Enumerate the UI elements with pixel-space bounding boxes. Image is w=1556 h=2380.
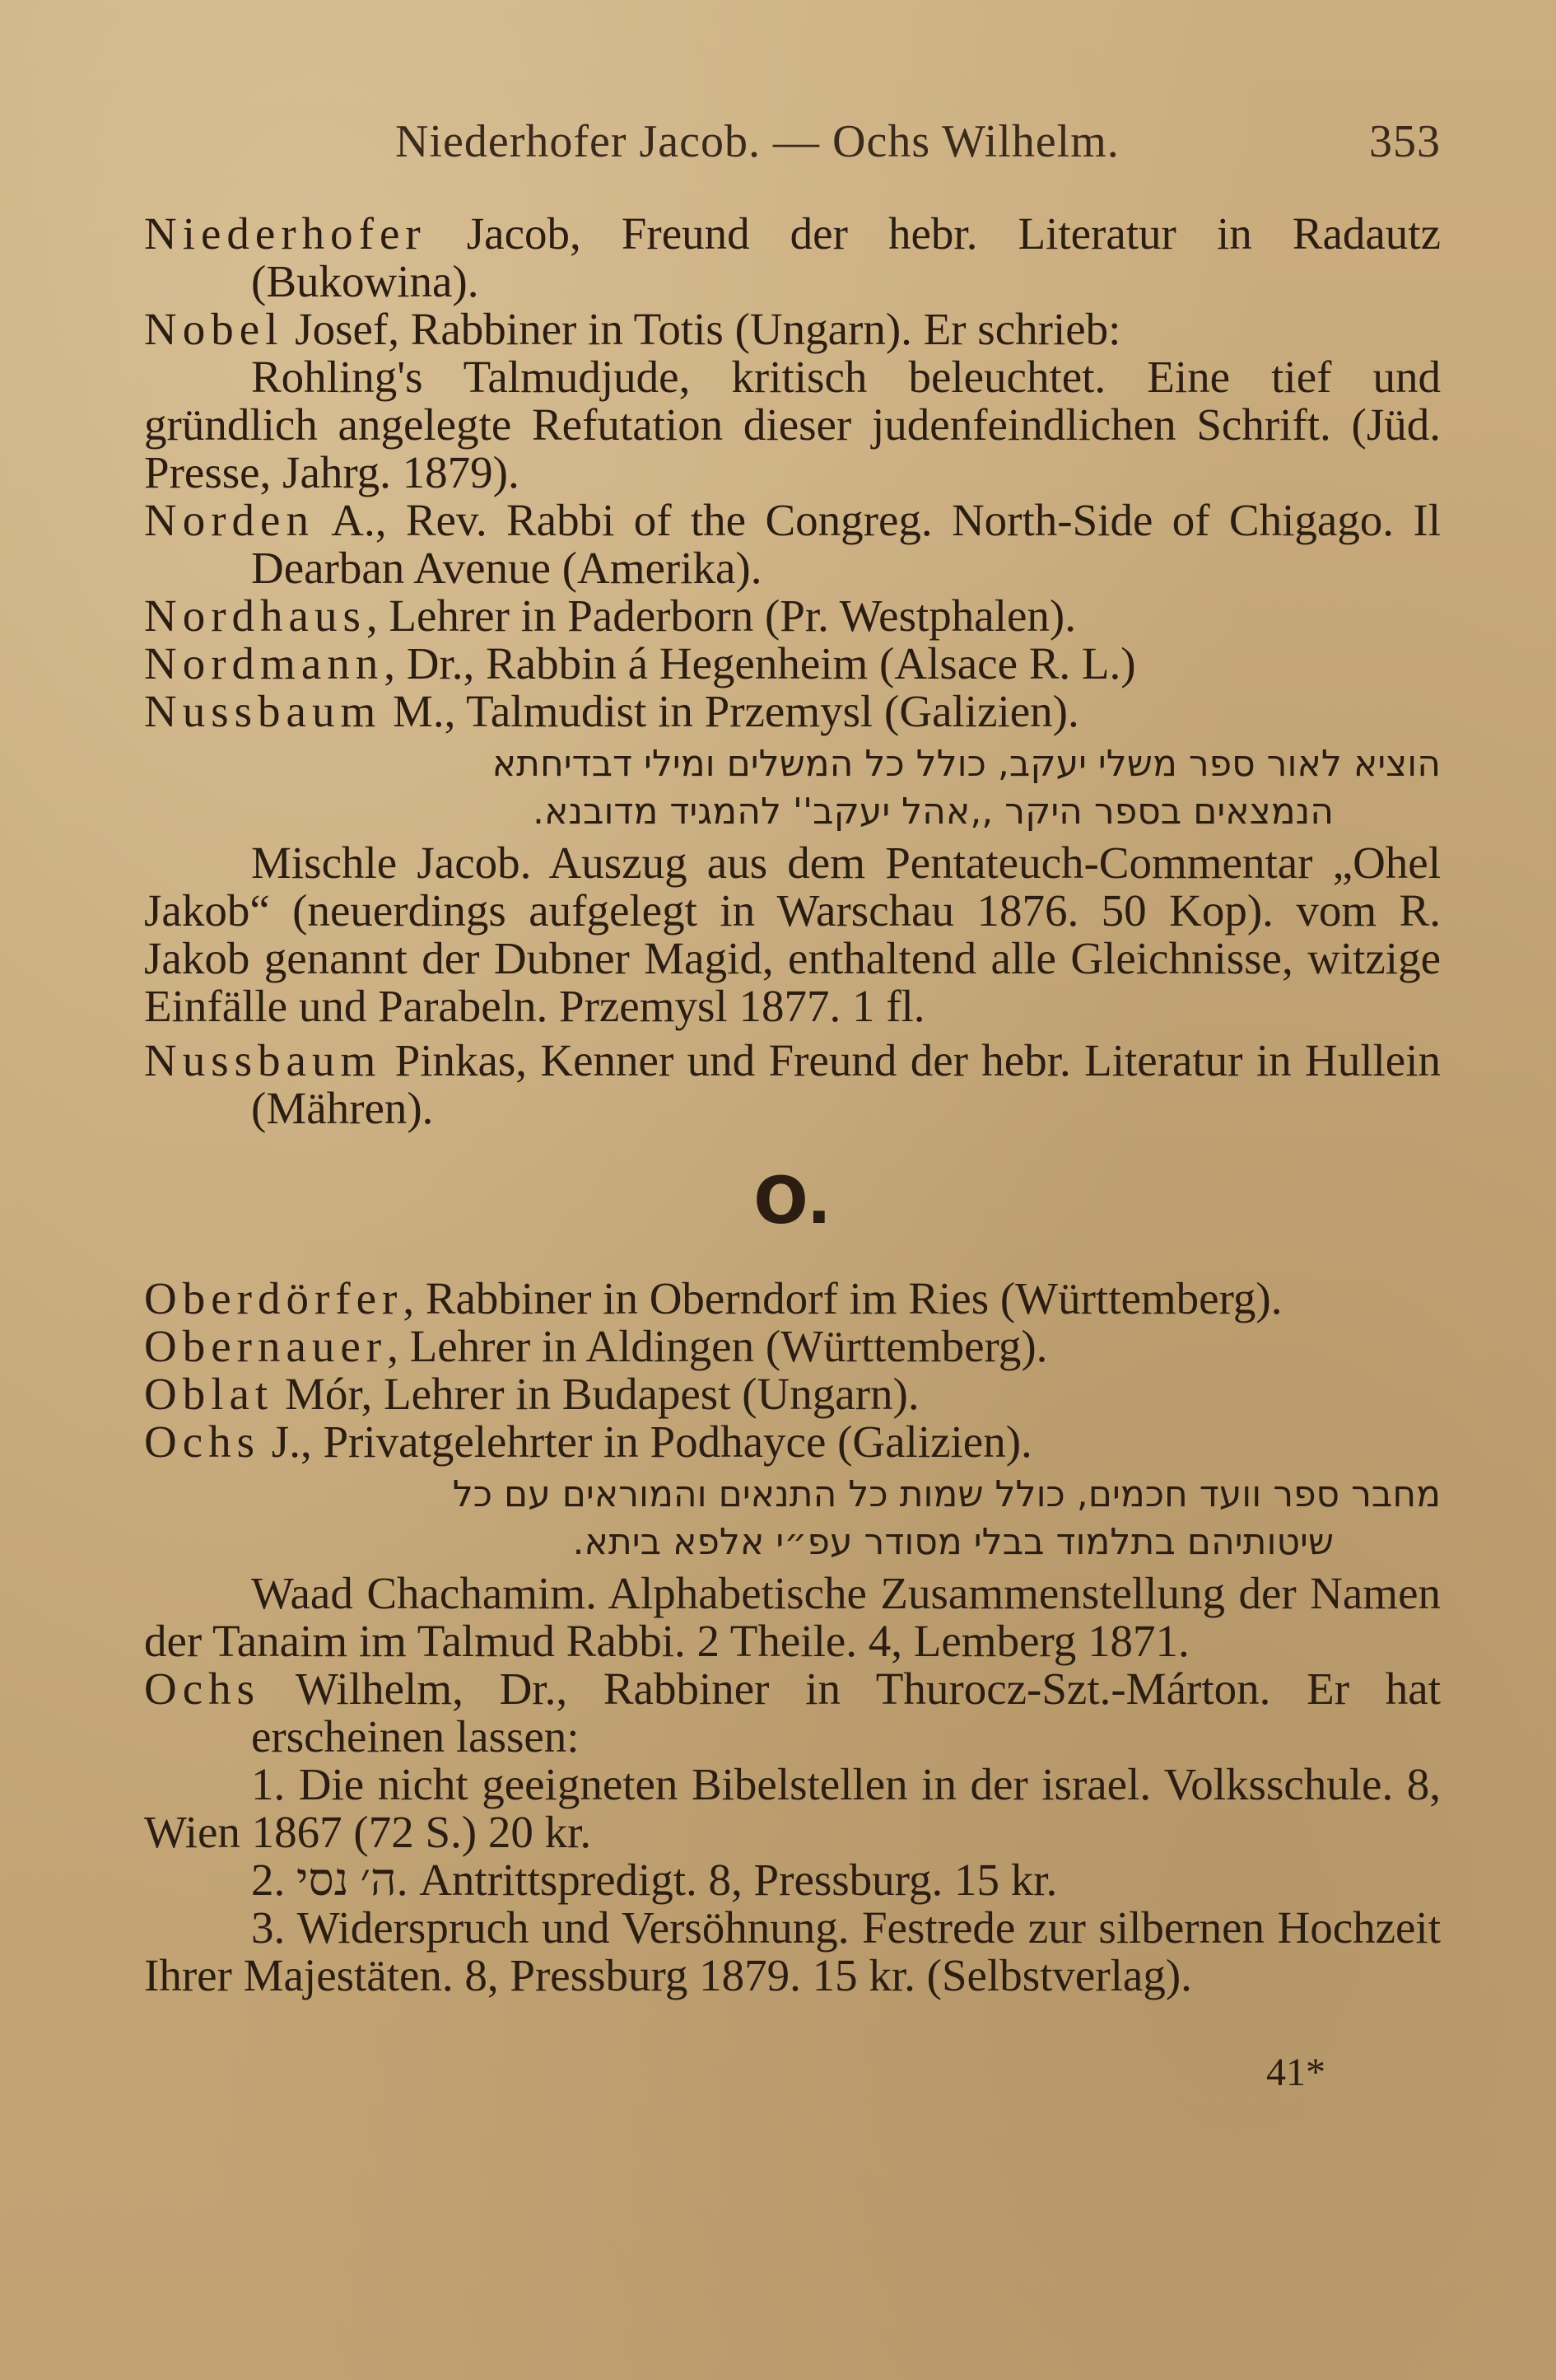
entry-text: M., Talmudist in Przemysl (Galizien).	[381, 686, 1079, 736]
entry-text: Mór, Lehrer in Budapest (Ungarn).	[273, 1369, 920, 1419]
hebrew-line: מחבר ספר וועד חכמים, כולל שמות כל התנאים והמוראים עם כל	[452, 1473, 1441, 1515]
entry-nobel	[144, 306, 1441, 497]
entry-text: A., Rev. Rabbi of the Congreg. North-Side of Chigago. Il Dearban Avenue (Amerika).	[251, 495, 1441, 593]
entry-name: Nordhaus	[144, 590, 366, 641]
entry-nordmann	[144, 640, 1441, 688]
entry-work: Waad Chachamim. Alphabetische Zusammenstellung der Namen der Tanaim im Talmud Rabbi. 2 Theile. 4, Lemberg 1871.	[144, 1568, 1441, 1666]
entry-text: Pinkas, Kenner und Freund der hebr. Literatur in Hullein (Mähren).	[251, 1035, 1441, 1133]
entry-name: Nussbaum	[144, 1035, 382, 1085]
page-body	[144, 210, 1441, 2097]
entry-name: Ochs	[144, 1416, 261, 1467]
entry-name: Norden	[144, 495, 314, 545]
entry-text: , Rabbiner in Oberndorf im Ries (Württemberg).	[403, 1273, 1283, 1323]
hebrew-title	[144, 1471, 1441, 1566]
entry-work: Rohling's Talmudjude, kritisch beleuchtet. Eine tief und gründlich angelegte Refutation dieser judenfeindlichen Schrift. (Jüd. Presse, Jahrg. 1879).	[144, 352, 1441, 497]
entry-nussbaum-pinkas	[144, 1037, 1441, 1132]
entry-name: Nordmann	[144, 638, 384, 688]
entry-ochs-j	[144, 1418, 1441, 1665]
entry-name: Nobel	[144, 304, 284, 354]
entry-text: , Lehrer in Aldingen (Württemberg).	[387, 1321, 1048, 1371]
work-list-item: 3. Widerspruch und Versöhnung. Festrede zur silbernen Hochzeit Ihrer Majestäten. 8, Pressburg 1879. 15 kr. (Selbstverlag).	[144, 1902, 1441, 2000]
entry-oblat	[144, 1370, 1441, 1418]
hebrew-line: הנמצאים בספר היקר ,,אהל יעקב'' להמגיד מדובנא.	[532, 791, 1334, 833]
entry-text: , Dr., Rabbin á Hegenheim (Alsace R. L.)	[384, 638, 1136, 688]
running-title: Niederhofer Jacob. — Ochs Wilhelm.	[395, 116, 1120, 167]
running-header	[140, 115, 1441, 181]
signature-mark: 41*	[1266, 2051, 1325, 2094]
entry-text: J., Privatgelehrter in Podhayce (Galizien).	[260, 1416, 1032, 1467]
hebrew-line: שיטותיהם בתלמוד בבלי מסודר עפ״י אלפא ביתא.	[572, 1521, 1334, 1563]
entry-name: Ochs	[144, 1664, 261, 1714]
entry-ochs-wilhelm	[144, 1665, 1441, 2000]
section-heading: O.	[753, 1164, 832, 1239]
entry-niederhofer	[144, 210, 1441, 306]
entry-text: Wilhelm, Dr., Rabbiner in Thurocz-Szt.-Márton. Er hat erscheinen lassen:	[251, 1664, 1441, 1762]
entry-name: Oberdörfer	[144, 1273, 403, 1323]
entry-name: Niederhofer	[144, 208, 426, 259]
entry-work: Mischle Jacob. Auszug aus dem Pentateuch-Commentar „Ohel Jakob“ (neuerdings aufgelegt in Warschau 1876. 50 Kop). vom R. Jakob genannt der Dubner Magid, enthaltend alle Gleichnisse, witzige Einfälle und Parabeln. Przemysl 1877. 1 fl.	[144, 838, 1441, 1031]
entry-obernauer	[144, 1323, 1441, 1370]
work-list-item: 1. Die nicht geeigneten Bibelstellen in der israel. Volksschule. 8, Wien 1867 (72 S.) 20 kr.	[144, 1759, 1441, 1857]
entry-nussbaum-m	[144, 688, 1441, 1030]
hebrew-title	[144, 740, 1441, 836]
entry-text: Josef, Rabbiner in Totis (Ungarn). Er schrieb:	[283, 304, 1121, 354]
page-number: 353	[1369, 116, 1441, 167]
entry-name: Obernauer	[144, 1321, 388, 1371]
entry-name: Nussbaum	[144, 686, 382, 736]
entry-nordhaus	[144, 592, 1441, 640]
entry-text: , Lehrer in Paderborn (Pr. Westphalen).	[366, 590, 1076, 641]
entry-name: Oblat	[144, 1369, 274, 1419]
entry-oberdoerfer	[144, 1275, 1441, 1323]
work-list-item: 2. ה׳ נסי. Antrittspredigt. 8, Pressburg. 15 kr.	[251, 1855, 1058, 1905]
hebrew-line: הוציא לאור ספר משלי יעקב, כולל כל המשלים ומילי דבדיחתא	[491, 743, 1441, 785]
entry-text: Jacob, Freund der hebr. Literatur in Radautz (Bukowina).	[251, 208, 1441, 306]
entry-norden	[144, 497, 1441, 592]
